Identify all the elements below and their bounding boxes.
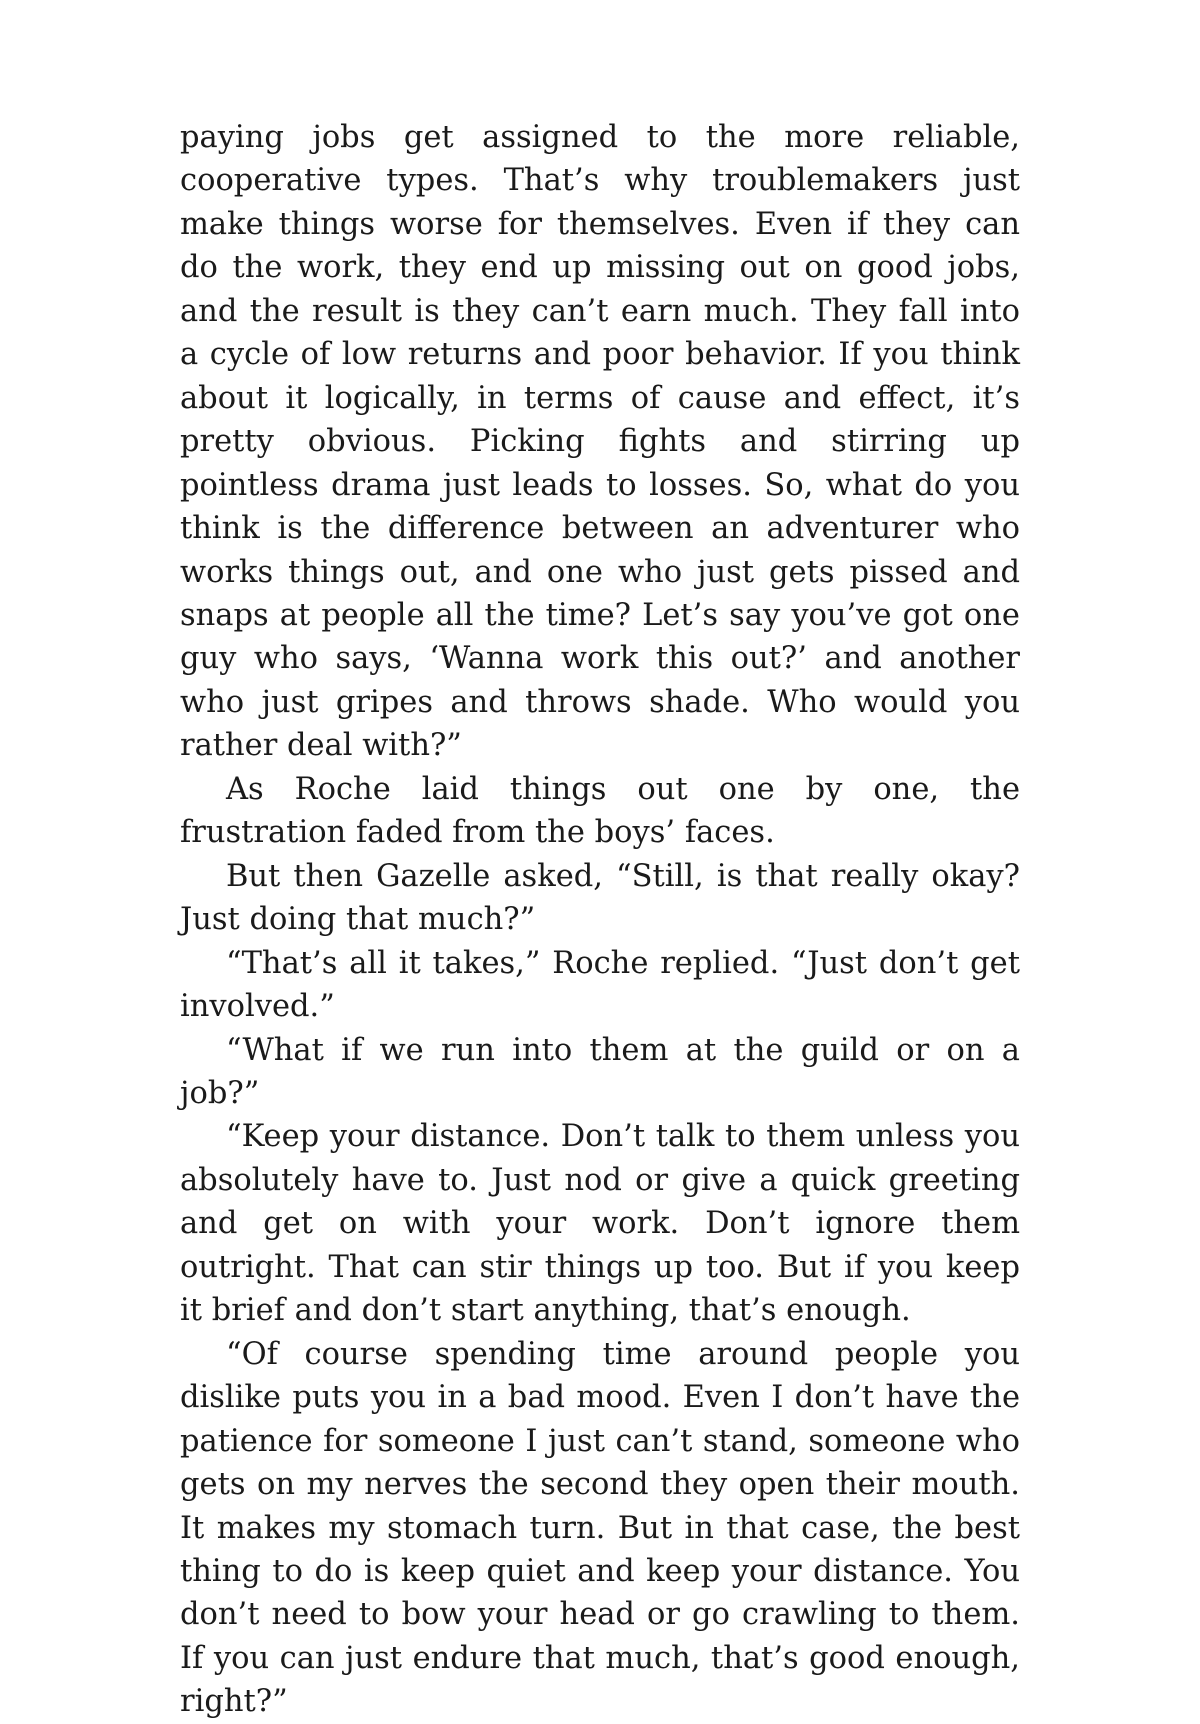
paragraph-4: “That’s all it takes,” Roche replied. “Just don’t get involved.”: [180, 945, 1020, 1025]
paragraph-2: As Roche laid things out one by one, the frustration faded from the boys’ faces.: [180, 771, 1020, 851]
body-text: [180, 116, 1020, 1724]
paragraph-3: But then Gazelle asked, “Still, is that really okay? Just doing that much?”: [180, 858, 1020, 938]
paragraph-1: paying jobs get assigned to the more reliable, cooperative types. That’s why troublemakers just make things worse for themselves. Even if they can do the work, they end up missing out on good jobs, and the result is they can’t earn much. They fall into a cycle of low returns and poor behavior. If you think about it logically, in terms of cause and effect, it’s pretty obvious. Picking fights and stirring up pointless drama just leads to losses. So, what do you think is the difference between an adventurer who works things out, and one who just gets pissed and snaps at people all the time? Let’s say you’ve got one guy who says, ‘Wanna work this out?’ and another who just gripes and throws shade. Who would you rather deal with?”: [180, 120, 1020, 764]
paragraph-7: “Of course spending time around people you dislike puts you in a bad mood. Even I don’t have the patience for someone I just can’t stand, someone who gets on my nerves the second they open their mouth. It makes my stomach turn. But in that case, the best thing to do is keep quiet and keep your distance. You don’t need to bow your head or go crawling to them. If you can just endure that much, that’s good enough, right?”: [180, 1336, 1020, 1720]
paragraph-5: “What if we run into them at the guild or on a job?”: [180, 1032, 1020, 1111]
paragraph-6: “Keep your distance. Don’t talk to them unless you absolutely have to. Just nod or give a quick greeting and get on with your work. Don’t ignore them outright. That can stir things up too. But if you keep it brief and don’t start anything, that’s enough.: [180, 1119, 1020, 1329]
